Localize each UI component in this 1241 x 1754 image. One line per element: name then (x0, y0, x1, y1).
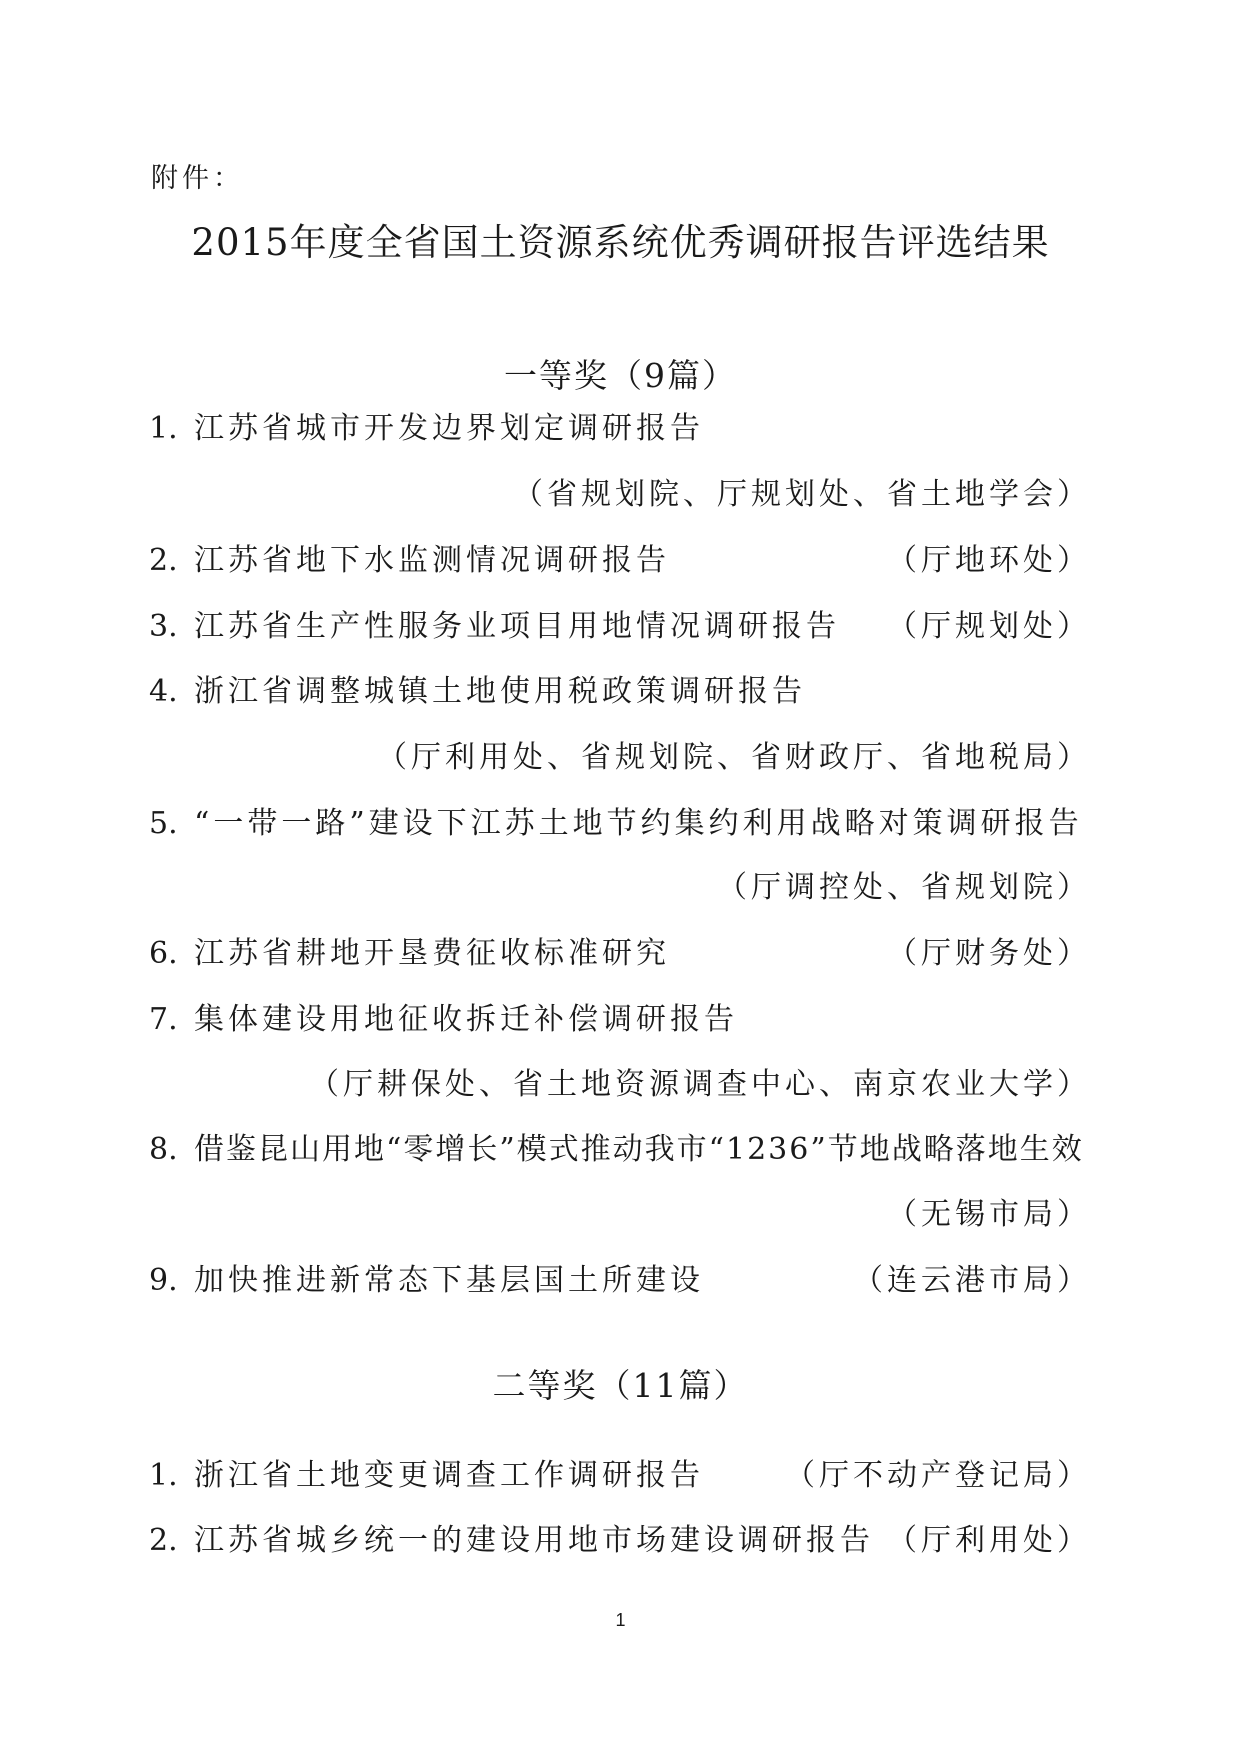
award-item-unit-line (0, 866, 1241, 910)
award-item (0, 407, 1241, 451)
report-unit: （厅财务处） (887, 936, 1091, 971)
document-title: 2015年度全省国土资源系统优秀调研报告评选结果 (191, 221, 1050, 264)
report-unit: （厅耕保处、省土地资源调查中心、南京农业大学） (309, 1067, 1091, 1102)
item-number: 7. (149, 1002, 178, 1037)
report-title: 江苏省城市开发边界划定调研报告 (194, 411, 704, 446)
award-item (0, 998, 1241, 1042)
report-unit: （厅利用处、省规划院、省财政厅、省地税局） (377, 740, 1091, 775)
item-number: 4. (149, 674, 178, 709)
item-number: 2. (149, 1523, 178, 1558)
report-unit: （无锡市局） (887, 1197, 1091, 1232)
report-title: 江苏省城乡统一的建设用地市场建设调研报告 (194, 1523, 874, 1558)
report-title: “一带一路”建设下江苏土地节约集约利用战略对策调研报告 (194, 806, 1083, 841)
report-title: 江苏省耕地开垦费征收标准研究 (194, 936, 670, 971)
award-item-unit-line (0, 473, 1241, 517)
report-unit: （厅调控处、省规划院） (717, 870, 1091, 905)
award-item (0, 670, 1241, 714)
report-title: 加快推进新常态下基层国土所建设 (194, 1263, 704, 1298)
item-number: 6. (149, 936, 178, 971)
report-unit: （厅利用处） (887, 1523, 1091, 1558)
section-heading-second-prize: 二等奖（11篇） (492, 1366, 749, 1405)
award-item (0, 1519, 1241, 1563)
item-number: 1. (149, 1458, 178, 1493)
award-item (0, 1259, 1241, 1303)
award-item (0, 932, 1241, 976)
award-item-unit-line (0, 736, 1241, 780)
report-title: 借鉴昆山用地“零增长”模式推动我市“1236”节地战略落地生效 (194, 1132, 1084, 1167)
item-number: 1. (149, 411, 178, 446)
award-item (0, 1454, 1241, 1498)
item-number: 8. (149, 1132, 178, 1167)
item-number: 9. (149, 1263, 178, 1298)
report-unit: （省规划院、厅规划处、省土地学会） (513, 477, 1091, 512)
report-title: 江苏省生产性服务业项目用地情况调研报告 (194, 609, 840, 644)
award-item-unit-line (0, 1063, 1241, 1107)
item-number: 5. (149, 806, 178, 841)
award-item (0, 539, 1241, 583)
report-unit: （厅地环处） (887, 543, 1091, 578)
award-item (0, 802, 1241, 846)
report-title: 浙江省土地变更调查工作调研报告 (194, 1458, 704, 1493)
section-heading-first-prize: 一等奖（9篇） (504, 356, 737, 395)
report-title: 浙江省调整城镇土地使用税政策调研报告 (194, 674, 806, 709)
item-number: 2. (149, 543, 178, 578)
page-number: 1 (615, 1610, 626, 1630)
attachment-label: 附件： (151, 163, 244, 194)
report-title: 集体建设用地征收拆迁补偿调研报告 (194, 1002, 738, 1037)
award-item (0, 1128, 1241, 1172)
report-unit: （厅不动产登记局） (785, 1458, 1091, 1493)
report-unit: （厅规划处） (887, 609, 1091, 644)
report-unit: （连云港市局） (853, 1263, 1091, 1298)
report-title: 江苏省地下水监测情况调研报告 (194, 543, 670, 578)
award-item-unit-line (0, 1193, 1241, 1237)
award-item (0, 605, 1241, 649)
item-number: 3. (149, 609, 178, 644)
